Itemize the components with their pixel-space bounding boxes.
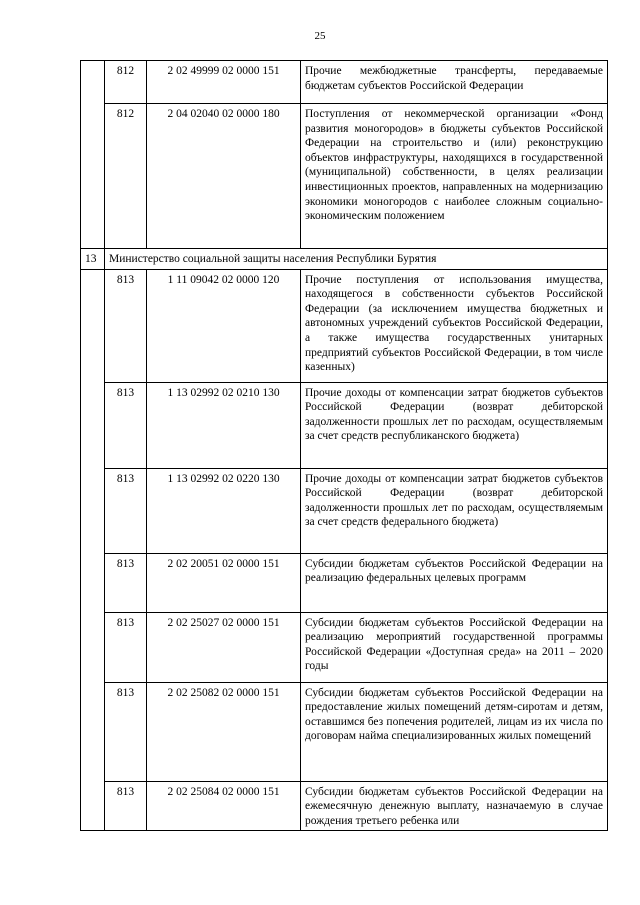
table-row [81, 781, 608, 831]
table-row [81, 382, 608, 468]
revenue-description-cell: Субсидии бюджетам субъектов Российской Федерации на предоставление жилых помещений детям-сиротам и детям, оставшимся без попечения родителей, лицам из их числа по договорам найма специализированных жилых помещений [301, 682, 608, 781]
admin-code-cell: 813 [105, 468, 147, 553]
revenue-description-cell: Прочие межбюджетные трансферты, передаваемые бюджетам субъектов Российской Федерации [301, 61, 608, 104]
revenue-code-cell: 1 13 02992 02 0220 130 [147, 468, 301, 553]
page-number: 25 [314, 30, 326, 42]
table-row [81, 468, 608, 553]
row-number-cell [81, 269, 105, 831]
revenue-code-cell: 2 02 25082 02 0000 151 [147, 682, 301, 781]
admin-code-cell: 813 [105, 781, 147, 831]
admin-code-cell: 813 [105, 553, 147, 612]
table-row [81, 612, 608, 682]
revenue-description-cell: Субсидии бюджетам субъектов Российской Федерации на реализацию мероприятий государственной программы Российской Федерации «Доступная среда» на 2011 – 2020 годы [301, 612, 608, 682]
table-row [81, 61, 608, 104]
admin-code-cell: 812 [105, 61, 147, 104]
table-row [81, 104, 608, 249]
ministry-number-cell: 13 [81, 249, 105, 270]
revenue-code-cell: 2 02 20051 02 0000 151 [147, 553, 301, 612]
revenue-description-cell: Прочие поступления от использования имущества, находящегося в собственности субъектов Российской Федерации (за исключением имущества бюджетных и автономных учреждений субъектов Российской Федерации, а также имущества государственных унитарных предприятий субъектов Российской Федерации, в том числе казенных) [301, 269, 608, 382]
revenue-code-cell: 1 11 09042 02 0000 120 [147, 269, 301, 382]
admin-code-cell: 813 [105, 682, 147, 781]
revenue-codes-table [80, 60, 608, 831]
table-row [81, 269, 608, 382]
row-number-cell [81, 61, 105, 249]
revenue-description-cell: Субсидии бюджетам субъектов Российской Федерации на реализацию федеральных целевых программ [301, 553, 608, 612]
revenue-code-cell: 2 02 25027 02 0000 151 [147, 612, 301, 682]
revenue-code-cell: 2 02 49999 02 0000 151 [147, 61, 301, 104]
admin-code-cell: 813 [105, 382, 147, 468]
table-row [81, 553, 608, 612]
ministry-name-cell: Министерство социальной защиты населения Республики Бурятия [105, 249, 608, 270]
revenue-description-cell: Прочие доходы от компенсации затрат бюджетов субъектов Российской Федерации (возврат дебиторской задолженности прошлых лет по расходам, осуществляемым за счет средств республиканского бюджета) [301, 382, 608, 468]
admin-code-cell: 813 [105, 269, 147, 382]
revenue-description-cell: Прочие доходы от компенсации затрат бюджетов субъектов Российской Федерации (возврат дебиторской задолженности прошлых лет по расходам, осуществляемым за счет средств федерального бюджета) [301, 468, 608, 553]
revenue-code-cell: 2 04 02040 02 0000 180 [147, 104, 301, 249]
revenue-code-cell: 1 13 02992 02 0210 130 [147, 382, 301, 468]
admin-code-cell: 813 [105, 612, 147, 682]
table-row [81, 682, 608, 781]
ministry-row [81, 249, 608, 270]
revenue-description-cell: Поступления от некоммерческой организации «Фонд развития моногородов» в бюджеты субъектов Российской Федерации на строительство и (или) реконструкцию объектов инфраструктуры, находящихся в государственной (муниципальной) собственности, в целях реализации инвестиционных проектов, направленных на модернизацию экономики моногородов с наиболее сложным социально-экономическим положением [301, 104, 608, 249]
admin-code-cell: 812 [105, 104, 147, 249]
revenue-code-cell: 2 02 25084 02 0000 151 [147, 781, 301, 831]
revenue-description-cell: Субсидии бюджетам субъектов Российской Федерации на ежемесячную денежную выплату, назначаемую в случае рождения третьего ребенка или [301, 781, 608, 831]
